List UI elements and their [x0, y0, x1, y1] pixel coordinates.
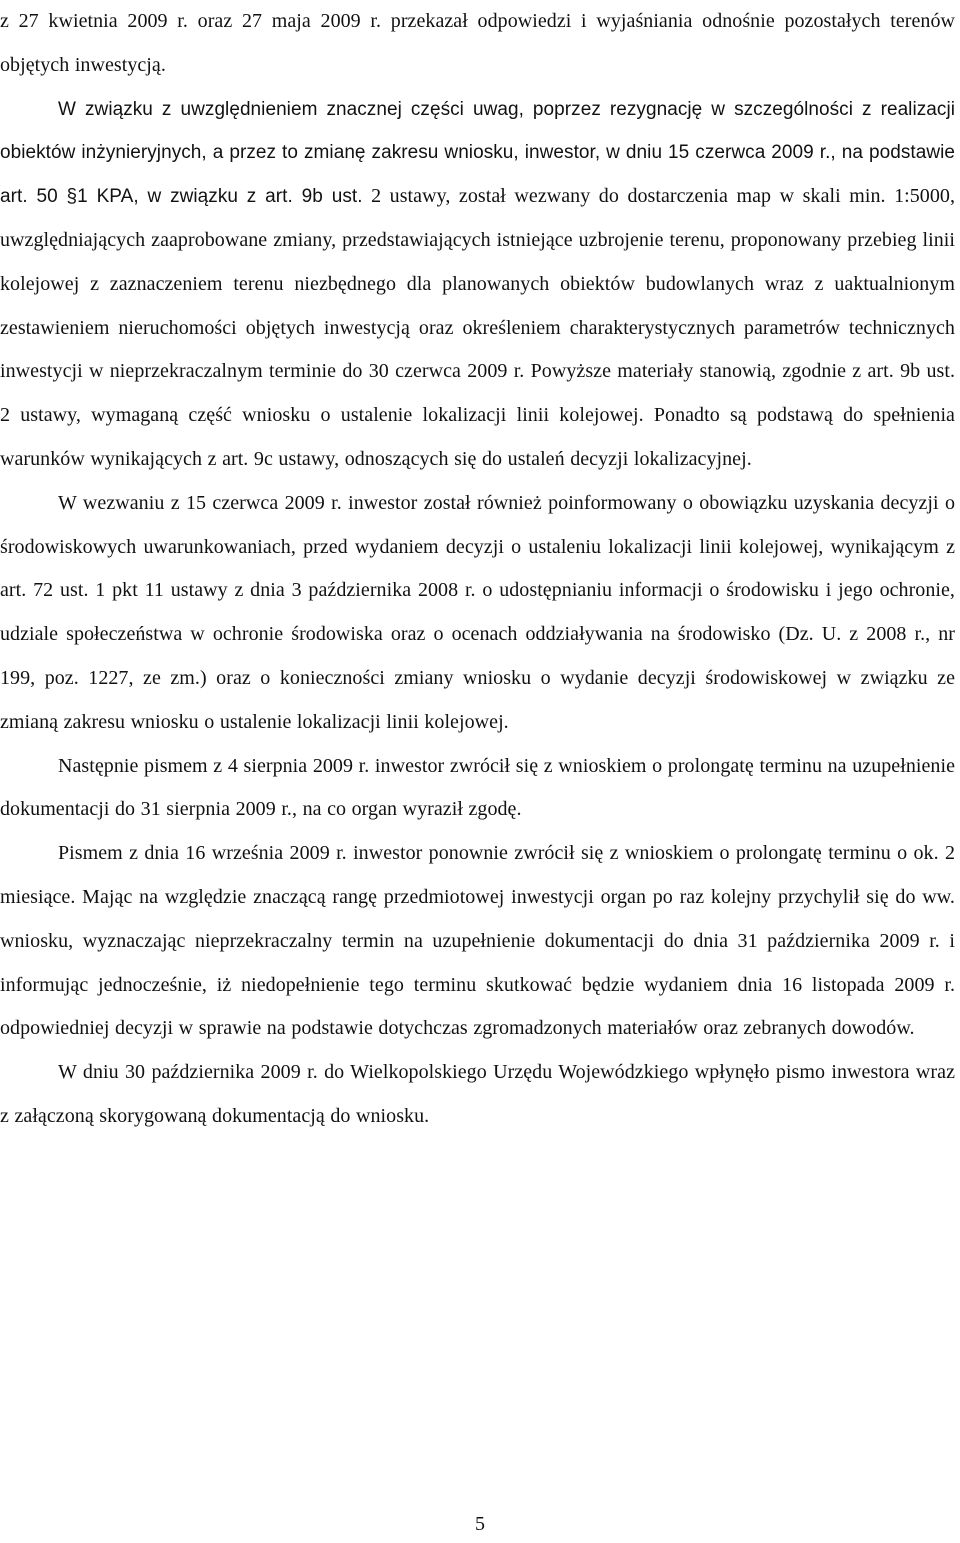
page-number: 5: [475, 1513, 485, 1535]
paragraph-3: W wezwaniu z 15 czerwca 2009 r. inwestor został również poinformowany o obowiązku uzyskania decyzji o środowiskowych uwarunkowaniach, przed wydaniem decyzji o ustaleniu lokalizacji linii kolejowej, wynikającym z art. 72 ust. 1 pkt 11 ustawy z dnia 3 października 2008 r. o udostępnianiu informacji o środowisku i jego ochronie, udziale społeczeństwa w ochronie środowiska oraz o ocenach oddziaływania na środowisko (Dz. U. z 2008 r., nr 199, poz. 1227, ze zm.) oraz o konieczności zmiany wniosku o wydanie decyzji środowiskowej w związku ze zmianą zakresu wniosku o ustalenie lokalizacji linii kolejowej.: [0, 491, 955, 733]
paragraph-2-serif-run: 2 ustawy, został wezwany do dostarczenia map w skali min. 1:5000, uwzględniających zaaprobowane zmiany, przedstawiających istniejące uzbrojenie terenu, proponowany przebieg linii kolejowej z zaznaczeniem terenu niezbędnego dla planowanych obiektów budowlanych wraz z uaktualnionym zestawieniem nieruchomości objętych inwestycją oraz określeniem charakterystycznych parametrów technicznych inwestycji w nieprzekraczalnym terminie do 30 czerwca 2009 r. Powyższe materiały stanowią, zgodnie z art. 9b ust. 2 ustawy, wymaganą część wniosku o ustalenie lokalizacji linii kolejowej. Ponadto są podstawą do spełnienia warunków wynikających z art. 9c ustawy, odnoszących się do ustaleń decyzji lokalizacyjnej.: [0, 185, 956, 470]
paragraph-2-sans-run: W związku z uwzględnieniem znacznej części uwag, poprzez rezygnację w szczególności z realizacji obiektów inżynieryjnych, a przez to zmianę zakresu wniosku, inwestor, w dniu 15 czerwca 2009 r., na podstawie art. 50 §1 KPA, w związku z art. 9b ust.: [0, 98, 955, 208]
paragraph-4: Następnie pismem z 4 sierpnia 2009 r. inwestor zwrócił się z wnioskiem o prolongatę terminu na uzupełnienie dokumentacji do 31 sierpnia 2009 r., na co organ wyraził zgodę.: [0, 754, 955, 821]
paragraph-6: W dniu 30 października 2009 r. do Wielkopolskiego Urzędu Wojewódzkiego wpłynęło pismo inwestora wraz z załączoną skorygowaną dokumentacją do wniosku.: [0, 1061, 955, 1127]
paragraph-2: [0, 88, 955, 482]
paragraph-5: Pismem z dnia 16 września 2009 r. inwestor ponownie zwrócił się z wnioskiem o prolongatę terminu o ok. 2 miesiące. Mając na względzie znaczącą rangę przedmiotowej inwestycji organ po raz kolejny przychylił się do ww. wniosku, wyznaczając nieprzekraczalny termin na uzupełnienie dokumentacji do dnia 31 października 2009 r. i informując jednocześnie, iż niedopełnienie tego terminu skutkować będzie wydaniem dnia 16 listopada 2009 r. odpowiedniej decyzji w sprawie na podstawie dotychczas zgromadzonych materiałów oraz zebranych dowodów.: [0, 842, 955, 1040]
paragraph-1: z 27 kwietnia 2009 r. oraz 27 maja 2009 r. przekazał odpowiedzi i wyjaśniania odnośnie pozostałych terenów objętych inwestycją.: [0, 10, 955, 76]
